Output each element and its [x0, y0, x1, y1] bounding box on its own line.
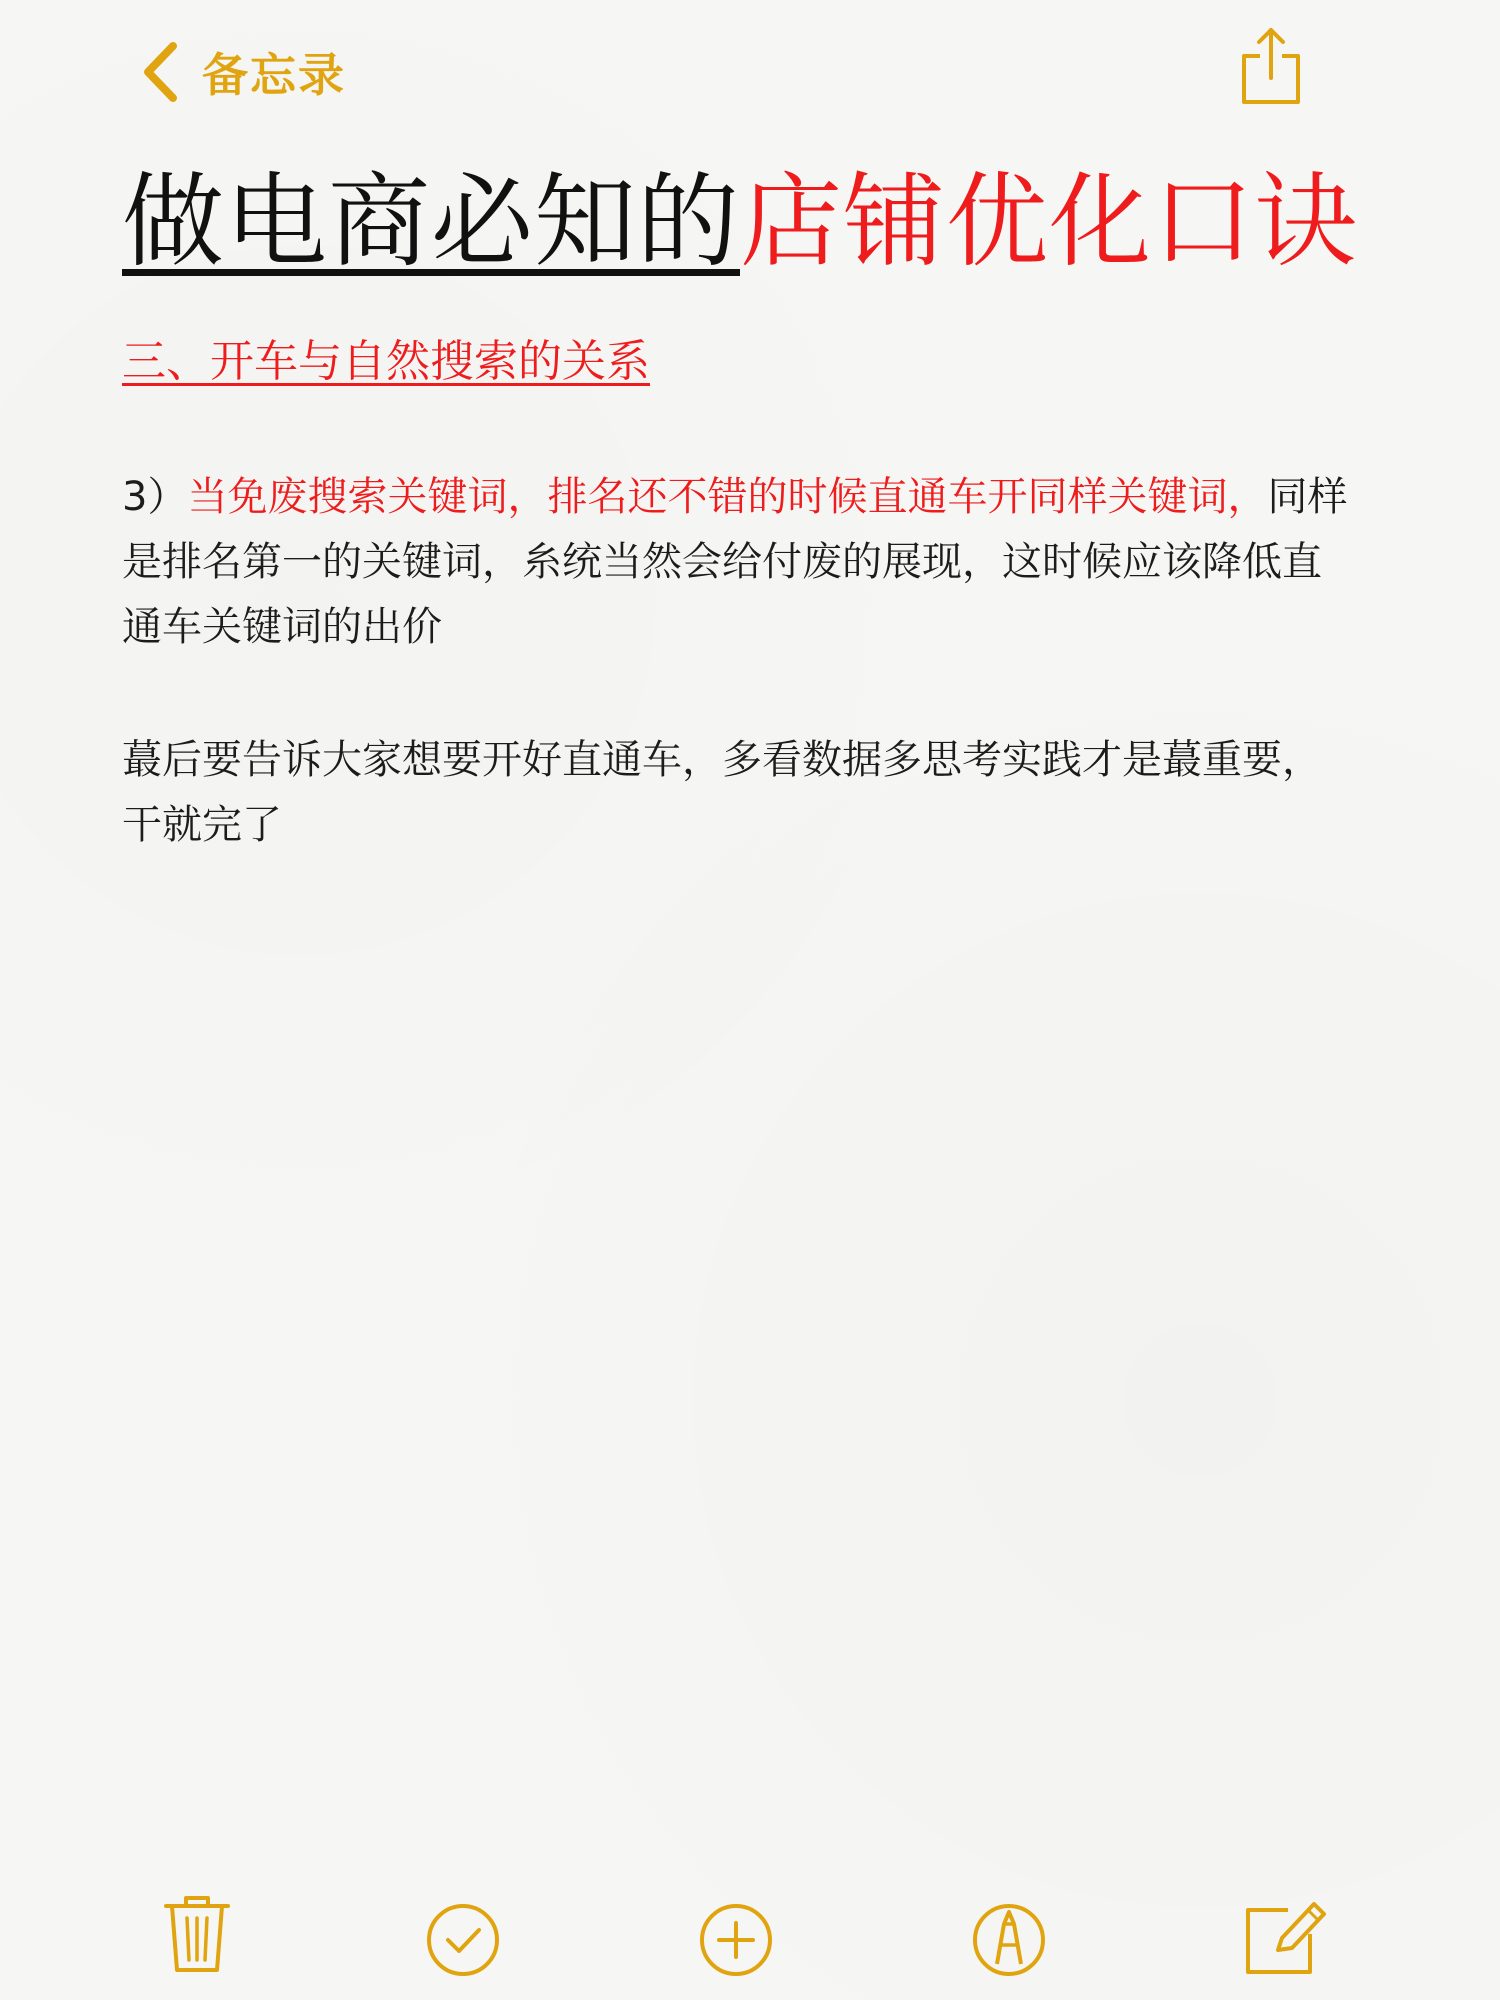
back-label: 备忘录	[202, 48, 346, 102]
trash-icon	[152, 1890, 242, 1980]
paragraph-conclusion: 蕞后要告诉大家想要开好直通车，多看数据多思考实践才是蕞重要，干就完了	[122, 737, 1322, 848]
section-heading: 三、开车与自然搜索的关系	[122, 336, 650, 387]
highlighted-text: 当免废搜索关键词，排名还不错的时候直通车开同样关键词，	[187, 474, 1268, 520]
title-black-part: 做电商必知的	[122, 163, 740, 282]
add-icon	[691, 1890, 781, 1980]
markup-icon	[964, 1890, 1054, 1980]
markup-button[interactable]	[964, 1890, 1054, 1980]
share-icon	[1238, 91, 1304, 110]
navigation-bar	[0, 0, 1500, 150]
compose-button[interactable]	[1240, 1890, 1330, 1980]
back-button[interactable]	[140, 38, 346, 106]
bottom-toolbar	[0, 1890, 1500, 2000]
chevron-left-icon	[140, 41, 180, 103]
delete-button[interactable]	[152, 1890, 242, 1980]
checklist-button[interactable]	[418, 1890, 508, 1980]
checklist-icon	[418, 1890, 508, 1980]
title-red-part: 店铺优化口诀	[740, 163, 1358, 282]
add-button[interactable]	[691, 1890, 781, 1980]
body-text: 同样是排名第一的关键词，糸统当然会给付废的展现，这时候应该降低直通车关键词的出价	[122, 474, 1348, 650]
paragraph-point-3	[122, 465, 1352, 660]
compose-icon	[1240, 1890, 1330, 1980]
share-button[interactable]	[1238, 26, 1304, 106]
note-title	[122, 158, 1358, 288]
point-number: 3）	[122, 474, 188, 520]
